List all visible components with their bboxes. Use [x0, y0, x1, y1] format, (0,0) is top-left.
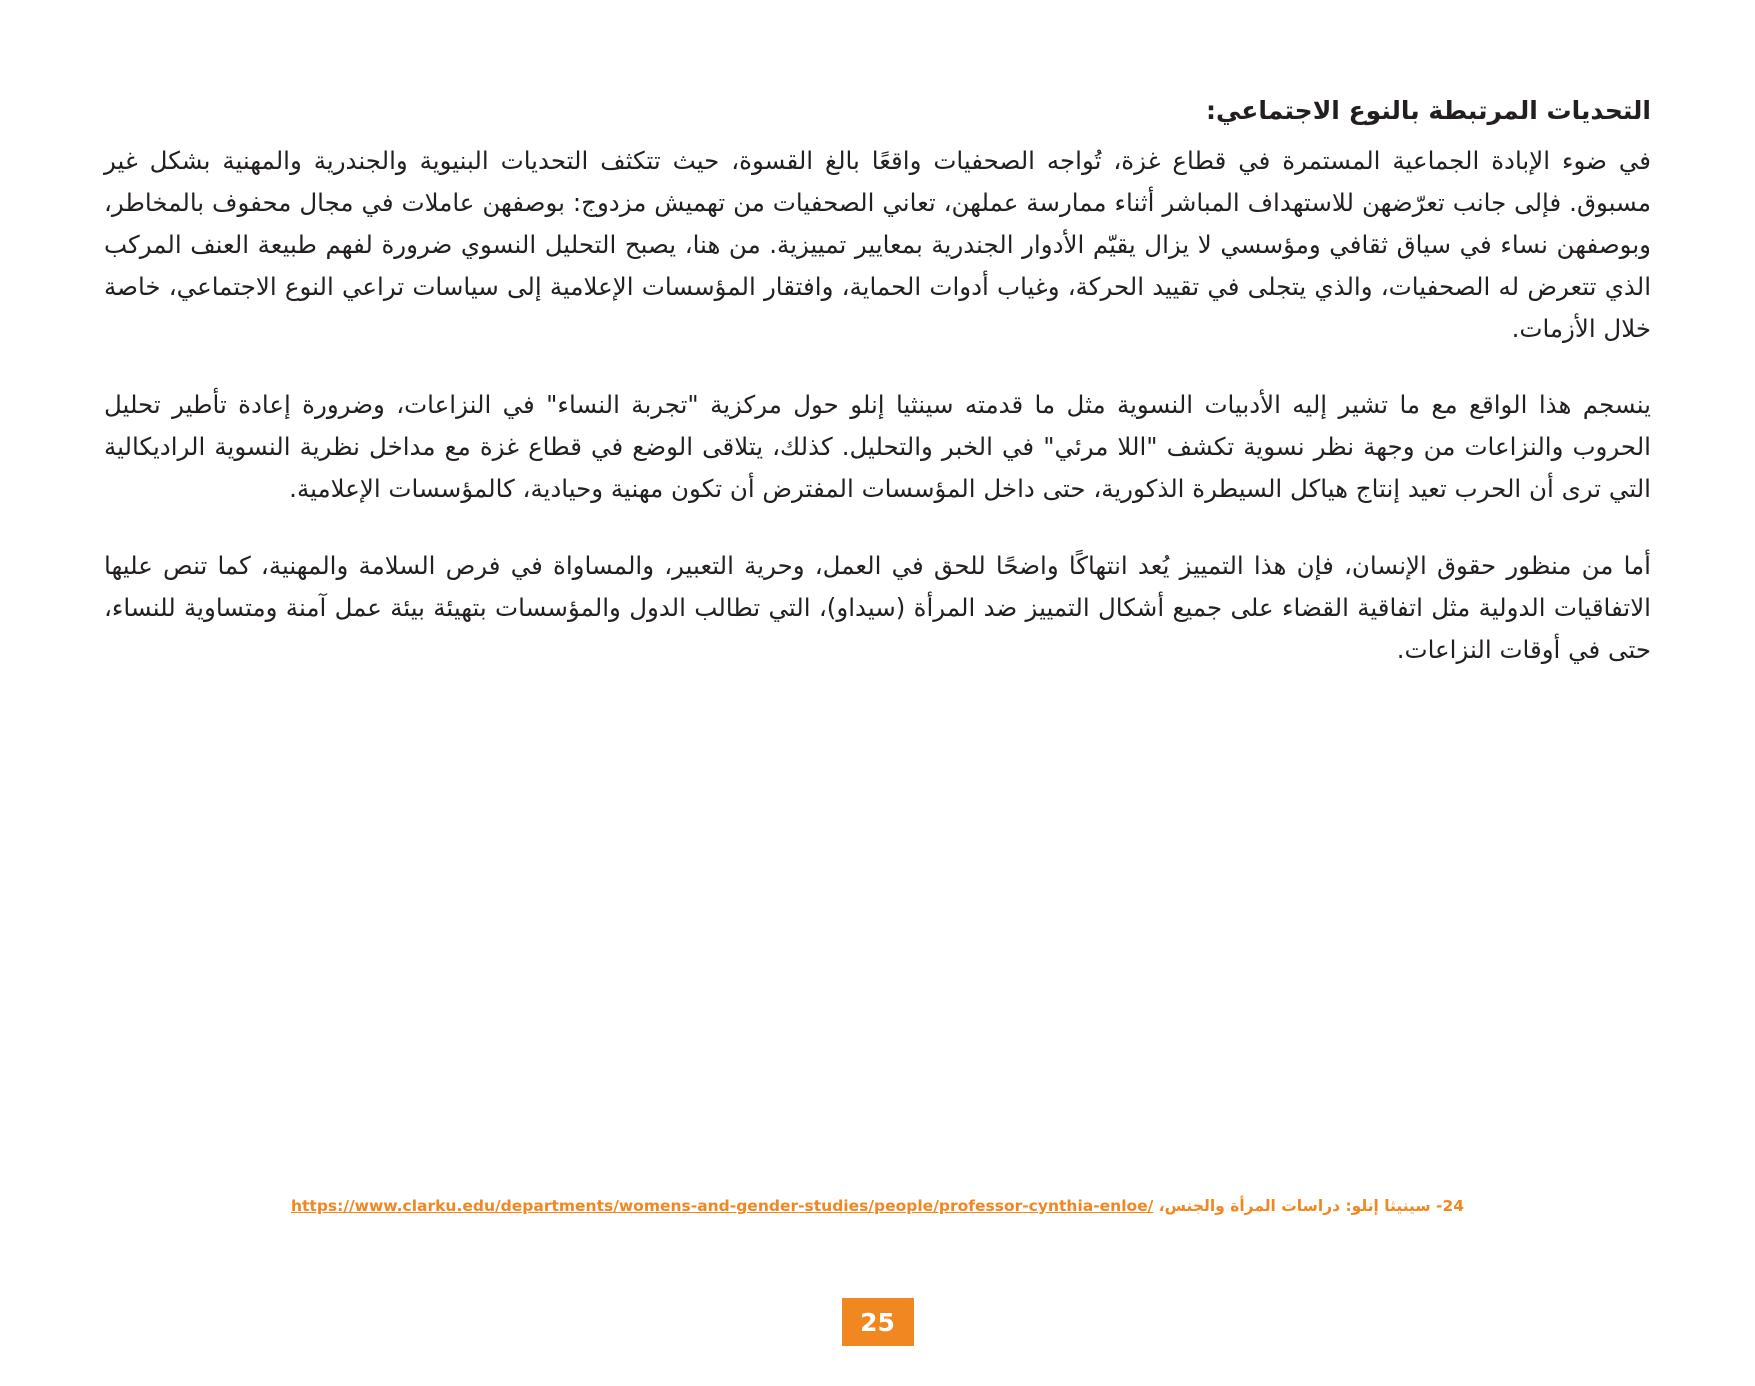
paragraph-3: أما من منظور حقوق الإنسان، فإن هذا التمييز يُعد انتهاكًا واضحًا للحق في العمل، وحرية التعبير، والمساواة في فرص السلامة والمهنية، كما تنص عليها الاتفاقيات الدولية مثل اتفاقية القضاء على جميع أشكال التمييز ضد المرأة (سيداو)، التي تطالب الدول والمؤسسات بتهيئة بيئة عمل آمنة ومتساوية للنساء، حتى في أوقات النزاعات.: [104, 550, 1651, 664]
section-heading: التحديات المرتبطة بالنوع الاجتماعي:: [1205, 96, 1651, 125]
page-content: [104, 92, 1651, 671]
footnote-text: 24- سينيثا إنلو: دراسات المرأة والجنس،: [1158, 1196, 1465, 1215]
footnote: [104, 1195, 1651, 1218]
paragraph-1: في ضوء الإبادة الجماعية المستمرة في قطاع غزة، تُواجه الصحفيات واقعًا بالغ القسوة، حيث تتكثف التحديات البنيوية والجندرية والمهنية بشكل غير مسبوق. فإلى جانب تعرّضهن للاستهداف المباشر أثناء ممارسة عملهن، تعاني الصحفيات من تهميش مزدوج: بوصفهن عاملات في مجال محفوف بالمخاطر، وبوصفهن نساء في سياق ثقافي ومؤسسي لا يزال يقيّم الأدوار الجندرية بمعايير تمييزية. من هنا، يصبح التحليل النسوي ضرورة لفهم طبيعة العنف المركب الذي تتعرض له الصحفيات، والذي يتجلى في تقييد الحركة، وغياب أدوات الحماية، وافتقار المؤسسات الإعلامية إلى سياسات تراعي النوع الاجتماعي، خاصة خلال الأزمات.: [104, 145, 1651, 343]
paragraph-2: [104, 384, 1651, 510]
footnote-link[interactable]: https://www.clarku.edu/departments/womens-and-gender-studies/people/professor-cynthia-enloe/: [290, 1196, 1154, 1215]
page-number-badge: 25: [842, 1298, 914, 1346]
paragraph-2-text-before-footnote: ينسجم هذا الواقع مع ما تشير إليه الأدبيات النسوية مثل ما قدمته سينثيا إنلو حول مركزية "تجربة النساء" في النزاعات، وضرورة إعادة تأطير تحليل الحروب والنزاعات من وجهة نظر نسوية تكشف "اللا مرئي" في الخبر والتحليل. كذلك، يتلاقى الوضع في قطاع غزة مع مداخل نظرية النسوية الراديكالية التي ترى أن الحرب تعيد إنتاج هياكل السيطرة الذكورية، حتى داخل المؤسسات المفترض أن تكون مهنية وحيادية، كالمؤسسات الإعلامية.: [104, 390, 1651, 504]
